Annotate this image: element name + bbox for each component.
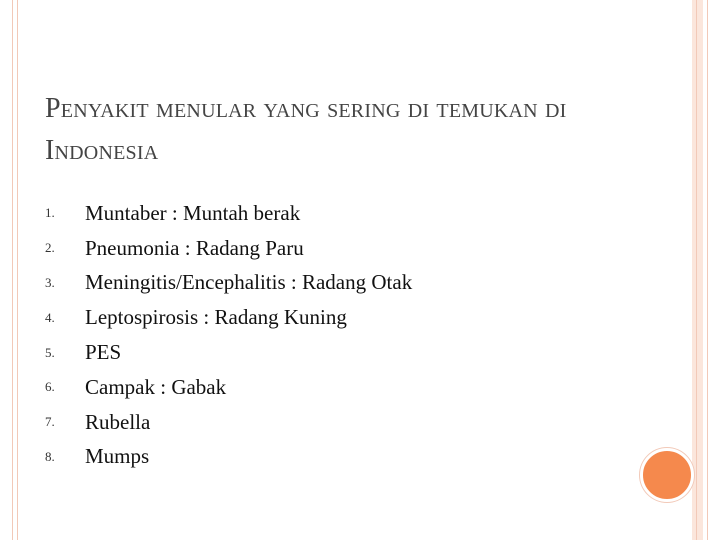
list-item-text: Leptospirosis : Radang Kuning	[85, 305, 347, 330]
list-item-text: PES	[85, 340, 122, 365]
list-item-text: Muntaber : Muntah berak	[85, 200, 301, 225]
list-item	[45, 231, 412, 266]
list-item-text: Pneumonia : Radang Paru	[85, 235, 304, 260]
list-item	[45, 266, 412, 301]
list-item	[45, 300, 412, 335]
list-item-number: 4.	[45, 309, 55, 325]
right-decorative-line	[696, 0, 697, 540]
list-item-number: 6.	[45, 379, 55, 395]
list-item	[45, 335, 412, 370]
list-item	[45, 405, 412, 440]
slide-title	[45, 88, 685, 172]
list-item-text: Rubella	[85, 409, 151, 434]
list-item-number: 2.	[45, 240, 55, 256]
list-item-number: 5.	[45, 344, 55, 360]
slide-title-line-2: Indonesia	[45, 135, 159, 166]
disease-list	[45, 196, 412, 474]
list-item	[45, 370, 412, 405]
list-item-number: 1.	[45, 205, 55, 221]
list-item-number: 3.	[45, 274, 55, 290]
list-item-text: Campak : Gabak	[85, 374, 227, 399]
list-item-text: Mumps	[85, 444, 150, 469]
list-item-number: 7.	[45, 414, 55, 430]
circle-ornament-icon	[640, 448, 694, 502]
slide-title-line-1: Penyakit menular yang sering di temukan di	[45, 93, 567, 124]
list-item	[45, 196, 412, 231]
list-item-text: Meningitis/Encephalitis : Radang Otak	[85, 270, 413, 295]
right-decorative-strip	[692, 0, 703, 540]
list-item	[45, 440, 412, 475]
list-item-number: 8.	[45, 448, 55, 464]
